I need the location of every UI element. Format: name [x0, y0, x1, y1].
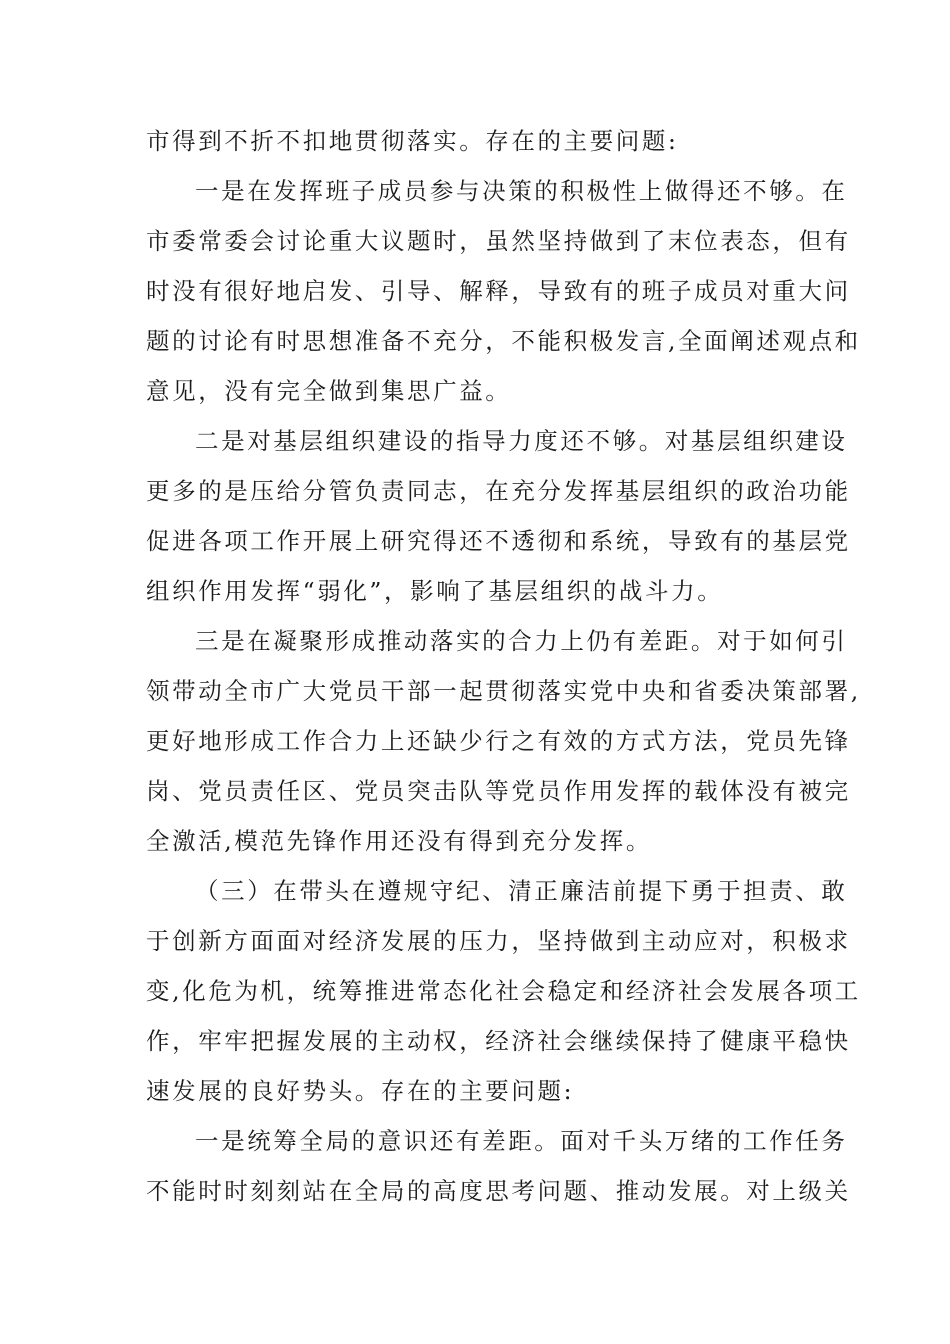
text-line: 题的讨论有时思想准备不充分，不能积极发言,全面阐述观点和 [146, 327, 861, 355]
text-line: 更多的是压给分管负责同志，在充分发挥基层组织的政治功能 [146, 477, 851, 505]
text-line: 领带动全市广大党员干部一起贯彻落实党中央和省委决策部署, [146, 677, 861, 705]
text-line: 市得到不折不扣地贯彻落实。存在的主要问题: [146, 127, 679, 155]
text-line: 变,化危为机，统筹推进常态化社会稳定和经济社会发展各项工 [146, 977, 861, 1005]
document-body [146, 116, 861, 1216]
text-line: 全激活,模范先锋作用还没有得到充分发挥。 [146, 827, 652, 855]
paragraph-first-line: 一是在发挥班子成员参与决策的积极性上做得还不够。在 [195, 177, 848, 205]
text-line: 作，牢牢把握发展的主动权，经济社会继续保持了健康平稳快 [146, 1027, 851, 1055]
text-line: 于创新方面面对经济发展的压力，坚持做到主动应对，积极求 [146, 927, 851, 955]
text-line: 不能时时刻刻站在全局的高度思考问题、推动发展。对上级关 [146, 1177, 851, 1205]
text-line: 市委常委会讨论重大议题时，虽然坚持做到了末位表态，但有 [146, 227, 851, 255]
paragraph-first-line: 三是在凝聚形成推动落实的合力上仍有差距。对于如何引 [195, 627, 848, 655]
text-line: 岗、党员责任区、党员突击队等党员作用发挥的载体没有被完 [146, 777, 851, 805]
text-line: 意见，没有完全做到集思广益。 [146, 377, 512, 405]
text-line: 组织作用发挥“弱化”，影响了基层组织的战斗力。 [146, 577, 724, 605]
text-line: 速发展的良好势头。存在的主要问题: [146, 1077, 575, 1105]
paragraph-first-line: 二是对基层组织建设的指导力度还不够。对基层组织建设 [195, 427, 848, 455]
section-heading-line: （三）在带头在遵规守纪、清正廉洁前提下勇于担责、敢 [195, 877, 848, 905]
text-line: 促进各项工作开展上研究得还不透彻和系统，导致有的基层党 [146, 527, 851, 555]
paragraph-first-line: 一是统筹全局的意识还有差距。面对千头万绪的工作任务 [195, 1127, 848, 1155]
text-line: 更好地形成工作合力上还缺少行之有效的方式方法，党员先锋 [146, 727, 851, 755]
text-line: 时没有很好地启发、引导、解释，导致有的班子成员对重大问 [146, 277, 851, 305]
